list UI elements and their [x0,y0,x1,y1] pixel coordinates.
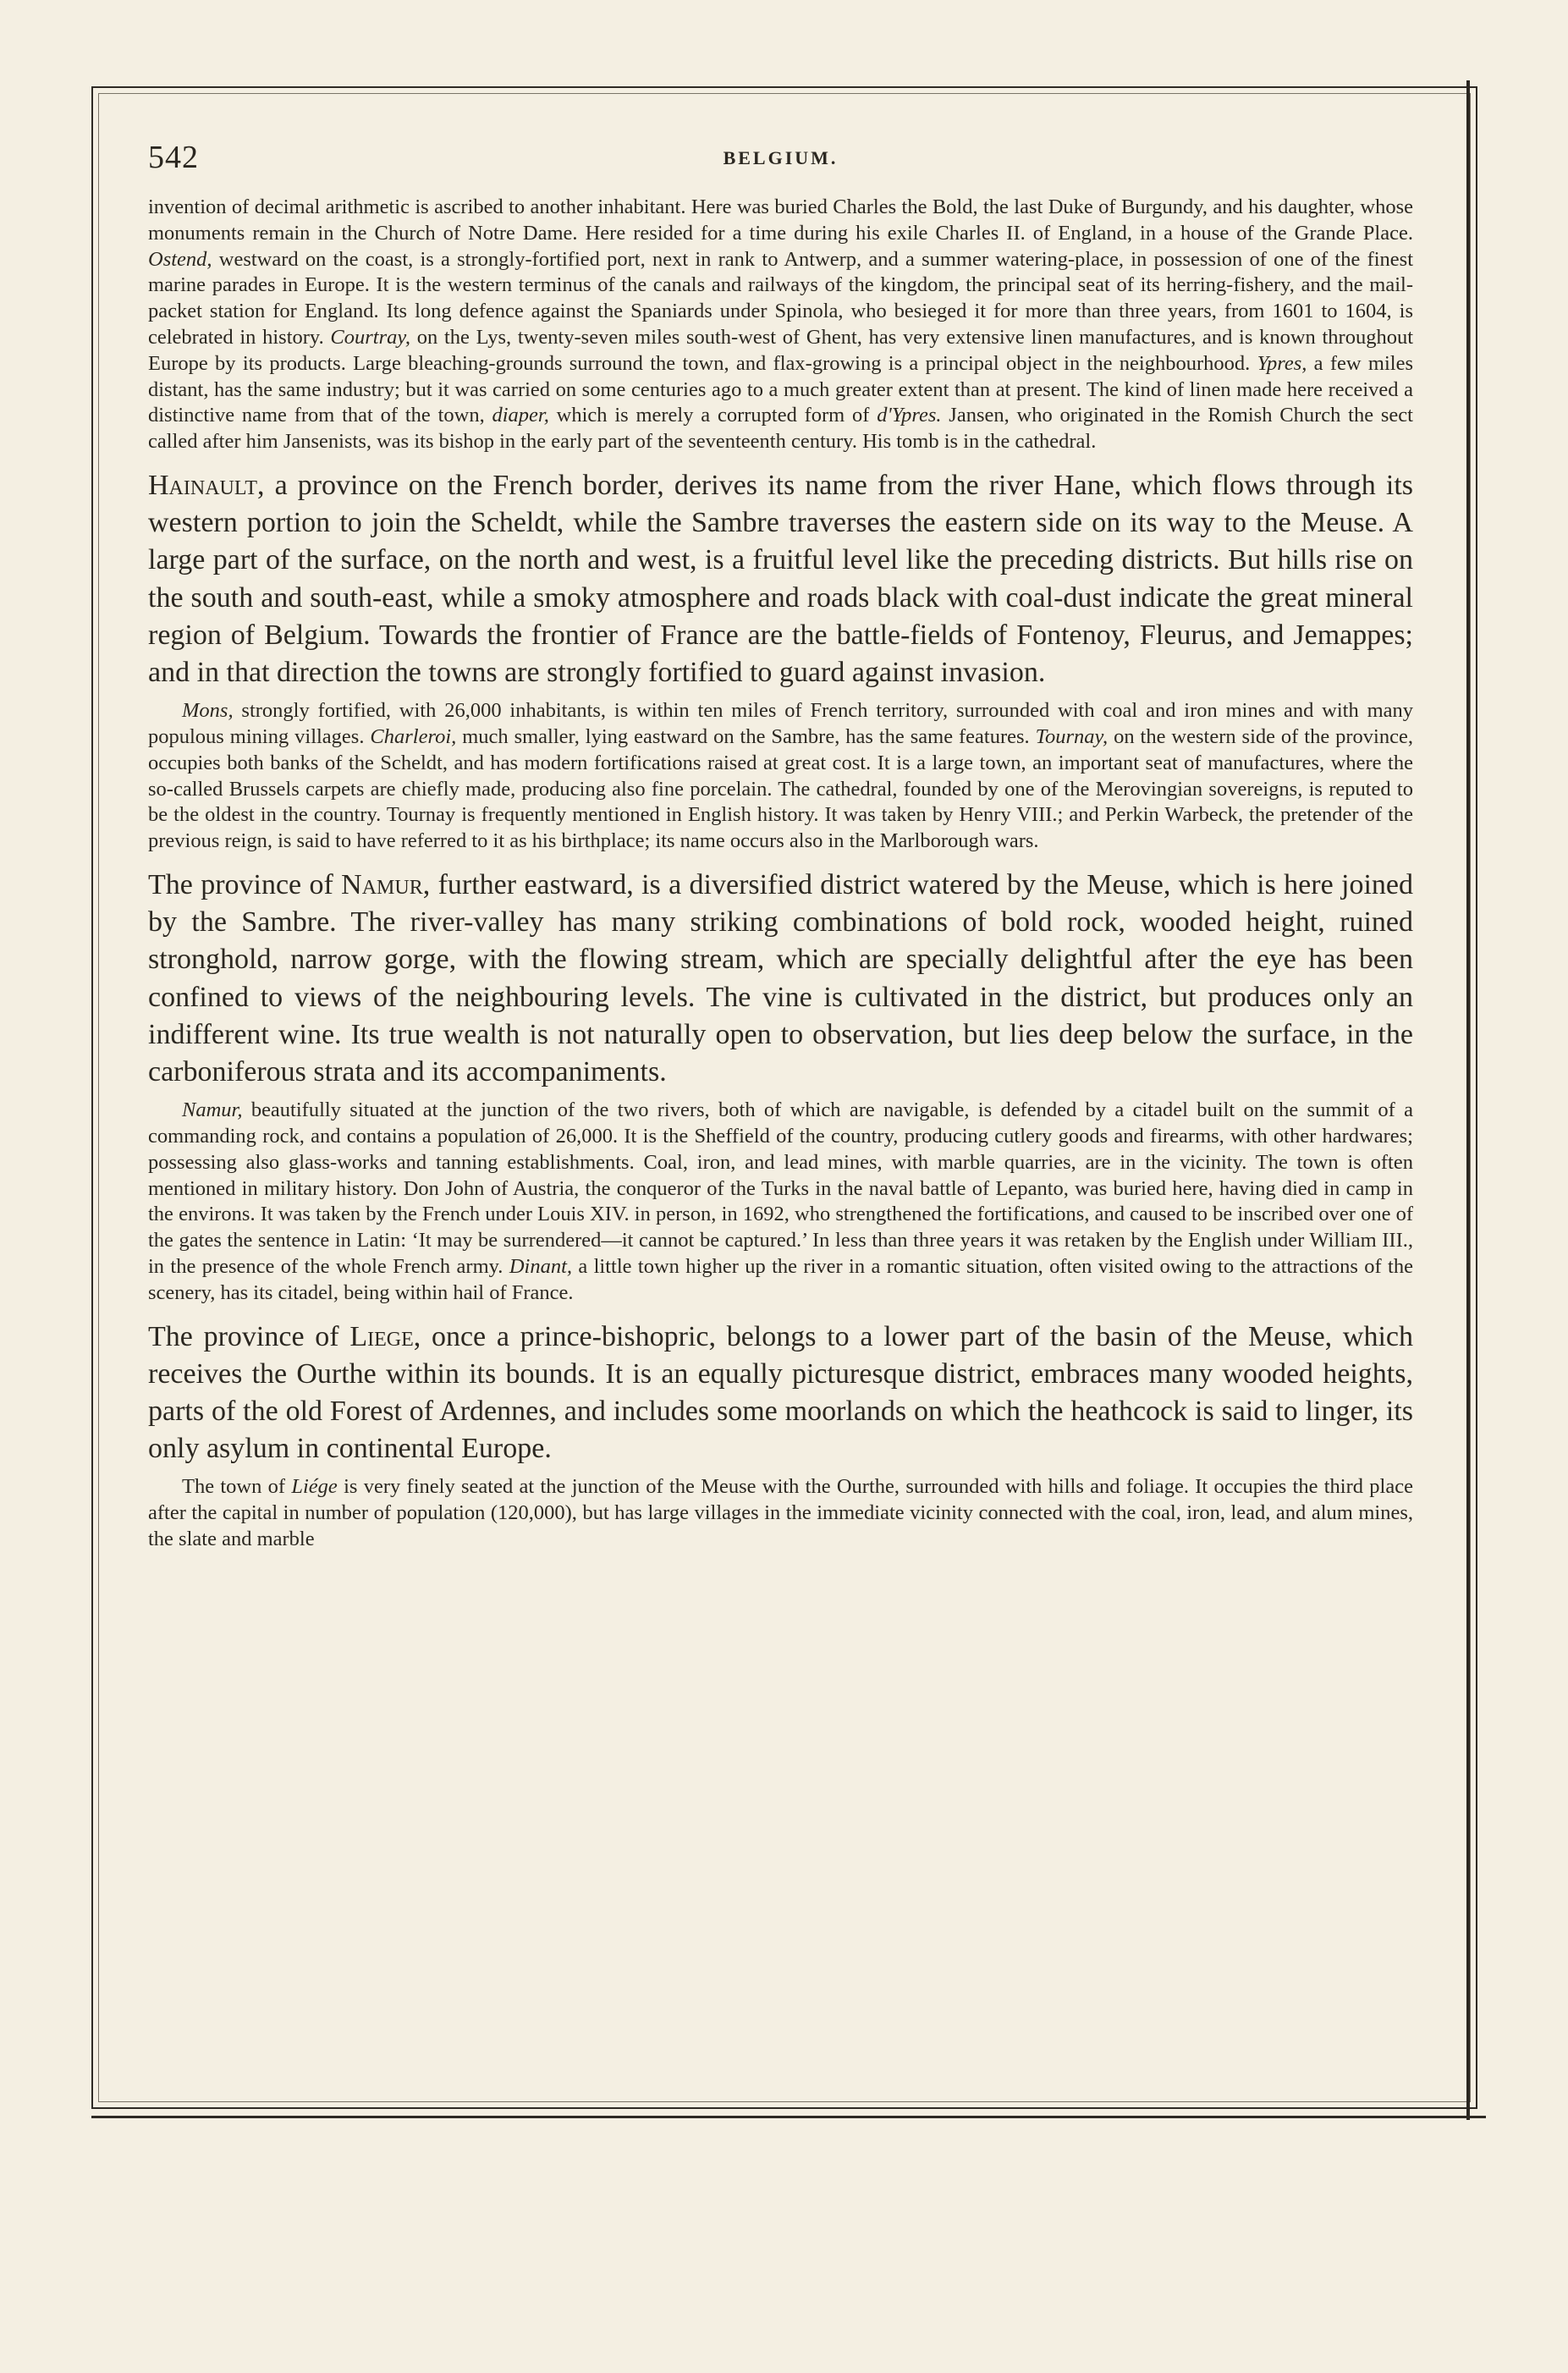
bottom-rule [91,2116,1486,2118]
term-diaper: diaper, [492,404,549,427]
paragraph-hainault: Hainault, a province on the French border, derives its name from the river Hane, which flows through its western portion to join the Scheldt, while the Sambre traverses the eastern side on its way to the Meuse. A large part of the surface, on the north and west, is a fruitful level like the preceding districts. But hills rise on the south and south-east, while a smoky atmosphere and roads black with coal-dust indicate the great mineral region of Belgium. Towards the frontier of France are the battle-fields of Fontenoy, Fleurus, and Jemappes; and in that direction the towns are strongly fortified to guard against invasion. [148,469,1413,688]
paragraph-namur-province: The province of Namur, further eastward, is a diversified district watered by the Meuse, which is here joined by the Sambre. The river-valley has many striking combinations of bold rock, wooded height, ruined stronghold, narrow gorge, with the flowing stream, which are specially delightful after the eye has been confined to views of the neighbouring levels. The vine is cultivated in the district, but produces only an indifferent wine. Its true wealth is not naturally open to observation, but lies deep below the surface, in the carboniferous strata and its accompaniments. [148,868,1413,1087]
place-charleroi: Charleroi, [370,724,457,748]
term-dypres: d'Ypres. [877,404,942,427]
province-liege: Liege, [349,1320,421,1352]
page-number: 542 [148,140,199,175]
paragraph-mons: Mons, strongly fortified, with 26,000 inhabitants, is within ten miles of French territory, surrounded with coal and iron mines and with many populous mining villages. Charleroi, much smaller, lying eastward on the Sambre, has the same features. Tournay, on the western side of the province, occupies both banks of the Scheldt, and has modern fortifications raised at great cost. It is a large town, an important seat of manufactures, where the so-called Brussels carpets are chiefly made, producing also fine porcelain. The cathedral, founded by one of the Merovingian sovereigns, is reputed to be the oldest in the country. Tournay is frequently mentioned in English history. It was taken by Henry VIII.; and Perkin Warbeck, the pretender of the previous reign, is said to have referred to it as his birthplace; its name occurs also in the Marlborough wars. [148,699,1413,853]
paragraph-liege-province: The province of Liege, once a prince-bishopric, belongs to a lower part of the basin of the Meuse, which receives the Ourthe within its bounds. It is an equally picturesque district, embraces many wooded heights, parts of the old Forest of Ardennes, and includes some moorlands on which the heathcock is said to linger, its only asylum in continental Europe. [148,1320,1413,1465]
place-ypres: Ypres, [1257,351,1307,375]
page-header [148,135,1413,195]
text-block [148,135,1413,1553]
place-mons: Mons, [182,699,234,723]
province-hainault: Hainault, [148,469,265,501]
place-liege: Liége [291,1475,338,1499]
place-ostend: Ostend, [148,247,212,271]
margin-rule [1466,80,1470,2120]
place-dinant: Dinant, [509,1254,572,1278]
province-namur: Namur, [341,868,431,900]
paragraph-bruges-continued: invention of decimal arithmetic is ascribed to another inhabitant. Here was buried Charles the Bold, the last Duke of Burgundy, and his daughter, whose monuments remain in the Church of Notre Dame. Here resided for a time during his exile Charles II. of England, in a house of the Grande Place. Ostend, westward on the coast, is a strongly-fortified port, next in rank to Antwerp, and a summer watering-place, in possession of one of the finest marine parades in Europe. It is the western terminus of the canals and railways of the kingdom, the principal seat of its herring-fishery, and the mail-packet station for England. Its long defence against the Spaniards under Spinola, who besieged it for more than three years, from 1601 to 1604, is celebrated in history. Courtray, on the Lys, twenty-seven miles south-west of Ghent, has very extensive linen manufactures, and is known throughout Europe by its products. Large bleaching-grounds surround the town, and flax-growing is a principal object in the neighbourhood. Ypres, a few miles distant, has the same industry; but it was carried on some centuries ago to a much greater extent than at present. The kind of linen made here received a distinctive name from that of the town, diaper, which is merely a corrupted form of d'Ypres. Jansen, who originated in the Romish Church the sect called after him Jansenists, was its bishop in the early part of the seventeenth century. His tomb is in the cathedral. [148,195,1413,454]
paragraph-namur-town: Namur, beautifully situated at the junction of the two rivers, both of which are navigable, is defended by a citadel built on the summit of a commanding rock, and contains a population of 26,000. It is the Sheffield of the country, producing cutlery goods and firearms, with other hardwares; possessing also glass-works and tanning establishments. Coal, iron, and lead mines, with marble quarries, are in the vicinity. The town is often mentioned in military history. Don John of Austria, the conqueror of the Turks in the naval battle of Lepanto, was buried here, having died in camp in the environs. It was taken by the French under Louis XIV. in person, in 1692, who strengthened the fortifications, and caused to be inscribed over one of the gates the sentence in Latin: ‘It may be surrendered—it cannot be captured.’ In less than three years it was retaken by the English under William III., in the presence of the whole French army. Dinant, a little town higher up the river in a romantic situation, often visited owing to the attractions of the scenery, has its citadel, being within hail of France. [148,1098,1413,1304]
paragraph-liege-town: The town of Liége is very finely seated at the junction of the Meuse with the Ourthe, surrounded with hills and foliage. It occupies the third place after the capital in number of population (120,000), but has large villages in the immediate vicinity connected with the coal, iron, lead, and alum mines, the slate and marble [148,1475,1413,1550]
place-courtray: Courtray, [330,325,411,349]
place-namur: Namur, [182,1098,243,1122]
place-tournay: Tournay, [1035,724,1109,748]
running-head: BELGIUM. [723,147,839,168]
